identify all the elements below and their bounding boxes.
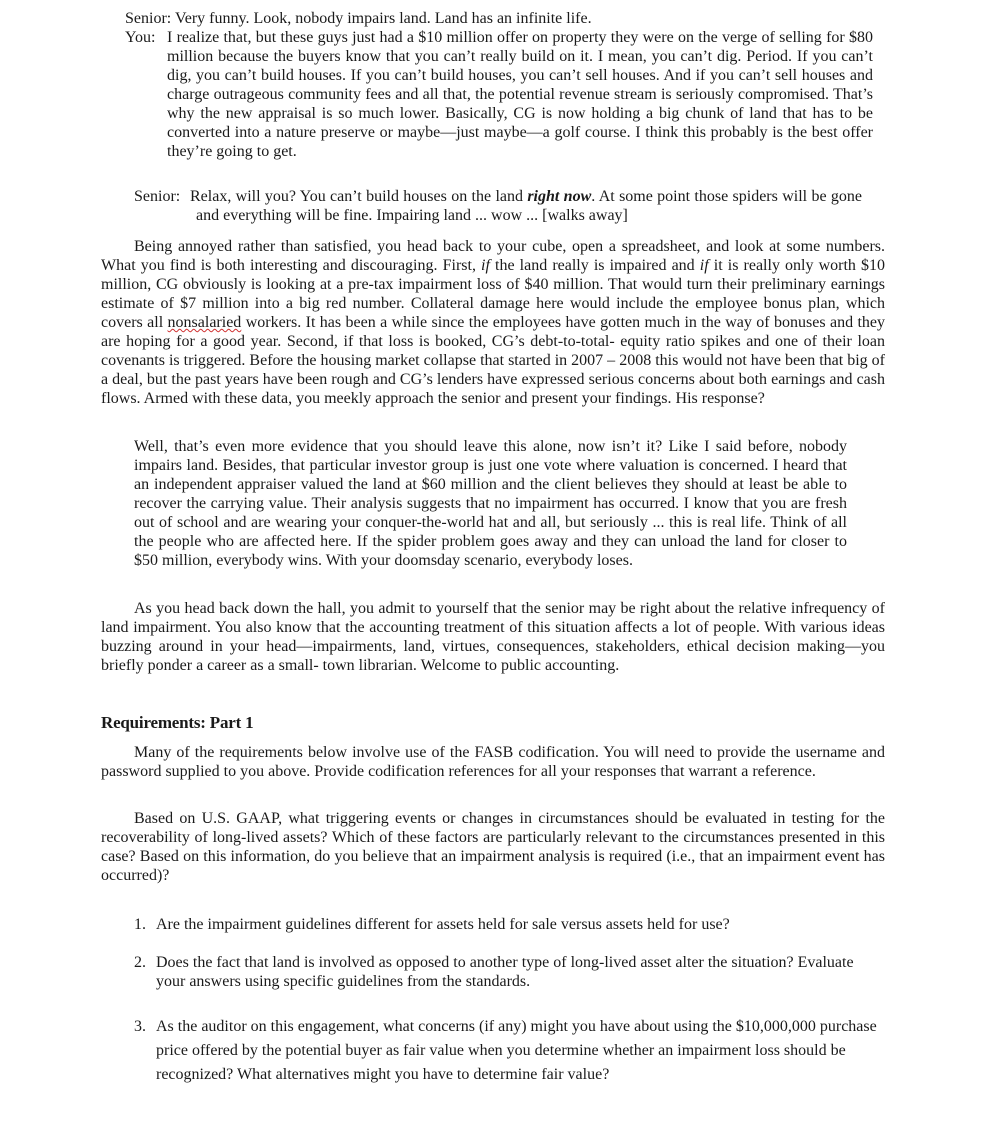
dialogue-text: Very funny. Look, nobody impairs land. Land has an infinite life.: [174, 10, 592, 27]
question-list: [134, 915, 894, 1087]
speaker-label: Senior:: [134, 188, 181, 205]
requirements-main-question: Based on U.S. GAAP, what triggering events or changes in circumstances should be evaluated in testing for the recoverability of long-lived assets? Which of these factors are particularly relevant to the circumstances presented in this case? Based on this information, do you believe that an impairment analysis is required (i.e., that an impairment event has occurred)?: [101, 810, 885, 884]
question-item-3: [134, 1015, 894, 1087]
requirements-heading: Requirements: Part 1: [101, 713, 254, 732]
requirements-intro: Many of the requirements below involve use of the FASB codification. You will need to provide the username and password supplied to you above. Provide codification references for all your responses that warrant a reference.: [101, 744, 885, 780]
emphasis-text: right now: [527, 188, 592, 205]
dialogue-line-you: [125, 28, 873, 161]
question-number: 2.: [134, 954, 146, 971]
emphasis-if: if: [481, 257, 490, 274]
dialogue-text: I realize that, but these guys just had a $10 million offer on property they were on the verge of selling for $80 million because the buyers know that you can’t really build on it. I mean, you can’t dig. Period. If you can’t dig, you can’t build houses. If you can’t build houses, you can’t sell houses. And if you can’t sell houses and charge outrageous community fees and all that, the potential revenue stream is seriously compromised. That’s why the new appraisal is so much lower. Basically, CG is now holding a big chunk of land that has to be converted into a nature preserve or maybe—just maybe—a golf course. I think this probably is the best offer they’re going to get.: [167, 29, 873, 160]
question-text: Are the impairment guidelines different for assets held for sale versus assets held for use?: [156, 916, 730, 933]
question-item-1: [134, 915, 894, 934]
question-number: 3.: [134, 1018, 146, 1035]
narrative-paragraph-2: As you head back down the hall, you admit to yourself that the senior may be right about the relative infrequency of land impairment. You also know that the accounting treatment of this situation affects a lot of people. With various ideas buzzing around in your head—impairments, land, virtues, consequences, stakeholders, ethical decision making—you briefly ponder a career as a small- town librarian. Welcome to public accounting.: [101, 600, 885, 674]
dialogue-text: Relax, will you? You can’t build houses on the land right now. At some point those spiders will be gone and everything will be fine. Impairing land ... wow ... [walks away]: [190, 188, 862, 224]
senior-response-quote: Well, that’s even more evidence that you should leave this alone, now isn’t it? Like I said before, nobody impairs land. Besides, that particular investor group is just one vote where valuation is concerned. I heard that an independent appraiser valued the land at $60 million and the client believes they should at least be able to recover the carrying value. Their analysis suggests that no impairment has occurred. I know that you are fresh out of school and are wearing your conquer-the-world hat and all, but seriously ... this is real life. Think of all the people who are affected here. If the spider problem goes away and they can unload the land for closer to $50 million, everybody wins. With your doomsday scenario, everybody loses.: [134, 438, 847, 569]
question-number: 1.: [134, 916, 146, 933]
speaker-label: You:: [125, 29, 156, 46]
question-item-2: [134, 953, 876, 991]
dialogue-line-senior-1: [125, 9, 885, 28]
emphasis-if: if: [699, 257, 709, 274]
spellcheck-word: nonsalaried: [167, 314, 242, 331]
dialogue-line-senior-2: [134, 187, 862, 225]
question-text: As the auditor on this engagement, what concerns (if any) might you have about using the $10,000,000 purchase price offered by the potential buyer as fair value when you determine whether an impairment loss should be recognized? What alternatives might you have to determine fair value?: [156, 1018, 877, 1083]
speaker-label: Senior:: [125, 10, 172, 27]
question-text: Does the fact that land is involved as opposed to another type of long-lived asset alter the situation? Evaluate your answers using specific guidelines from the standards.: [156, 954, 854, 990]
narrative-paragraph-1: Being annoyed rather than satisfied, you head back to your cube, open a spreadsheet, and look at some numbers. What you find is both interesting and discouraging. First, if the land really is impaired and if it is really only worth $10 million, CG obviously is looking at a pre-tax impairment loss of $40 million. That would turn their preliminary earnings estimate of $7 million into a big red number. Collateral damage here would include the employee bonus plan, which covers all nonsalaried workers. It has been a while since the employees have gotten much in the way of bonuses and they are hoping for a good year. Second, if that loss is booked, CG’s debt-to-total- equity ratio spikes and one of their loan covenants is triggered. Before the housing market collapse that started in 2007 – 2008 this would not have been that big of a deal, but the past years have been rough and CG’s lenders have expressed serious concerns about both earnings and cash flows. Armed with these data, you meekly approach the senior and present your findings. His response?: [101, 238, 886, 407]
